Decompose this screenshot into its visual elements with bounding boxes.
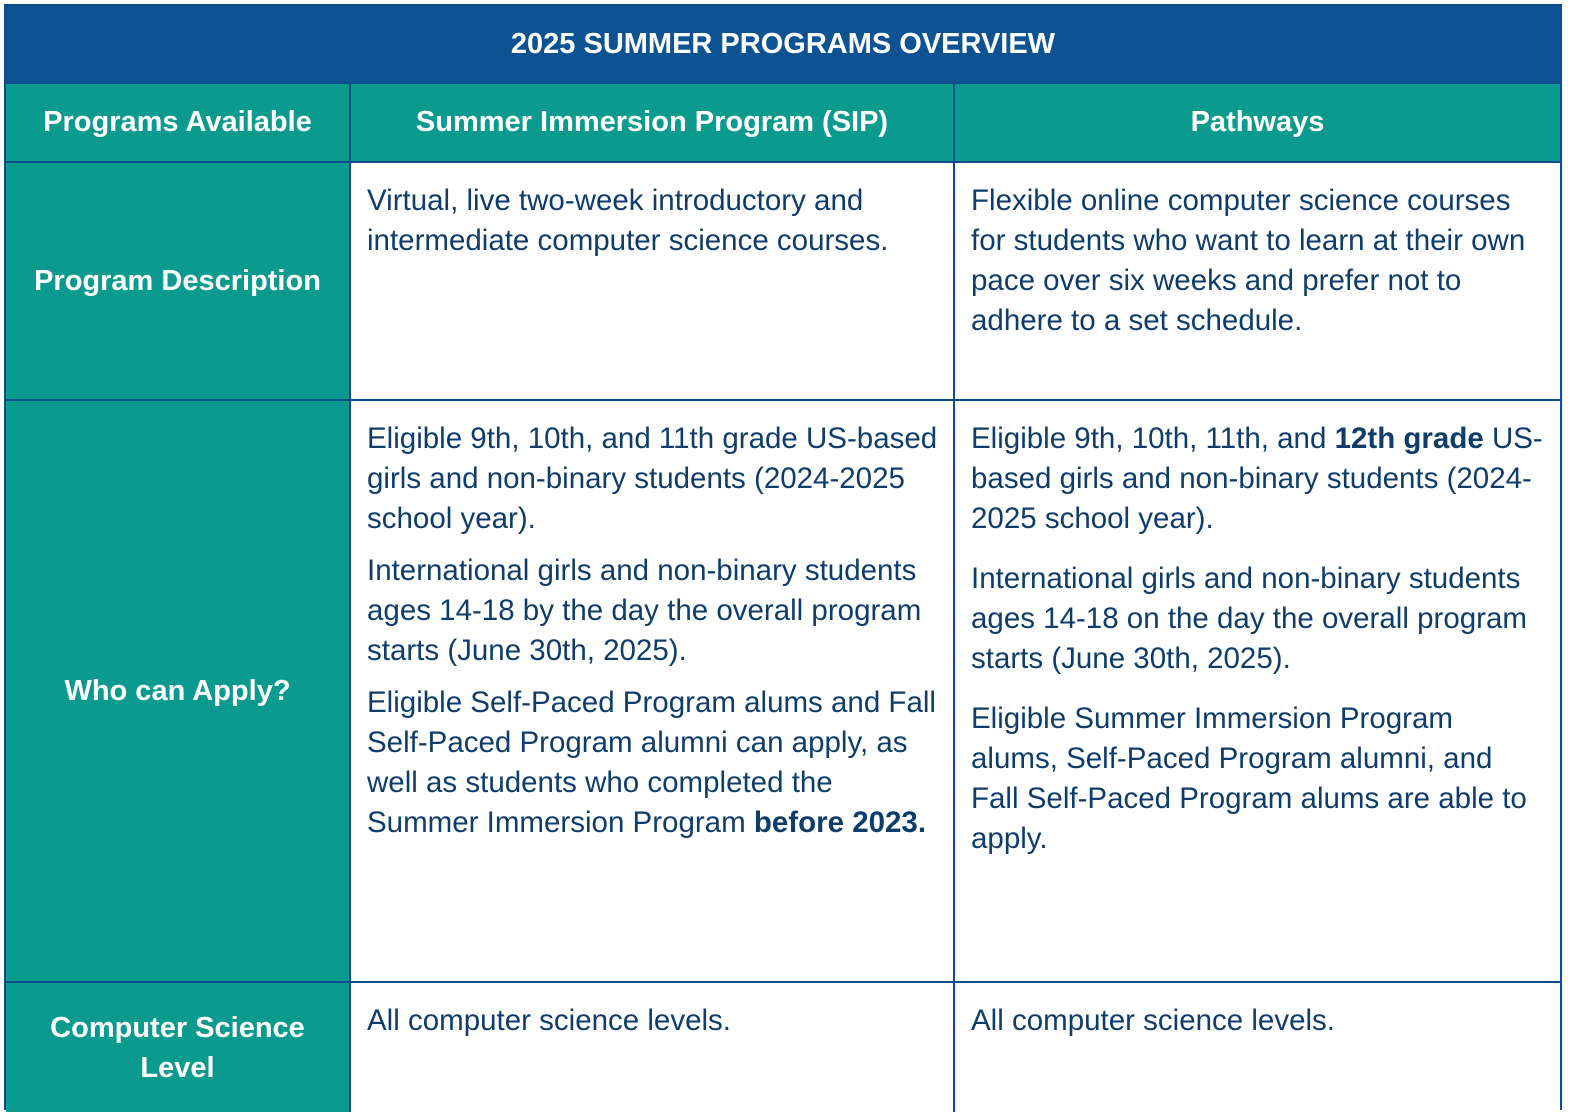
row-label-apply: Who can Apply? [6, 400, 350, 982]
sip-level-cell [350, 982, 954, 1112]
sip-apply-international: International girls and non-binary students ages 14-18 by the day the overall program starts (June 30th, 2025). [367, 554, 922, 667]
pathways-level-cell [954, 982, 1560, 1112]
pathways-apply-international: International girls and non-binary students ages 14-18 on the day the overall program starts (June 30th, 2025). [971, 562, 1527, 675]
pathways-apply-cell [954, 400, 1560, 982]
pathways-description-text: Flexible online computer science courses for students who want to learn at their own pace over six weeks and prefer not to adhere to a set schedule. [971, 184, 1526, 337]
pathways-description-cell [954, 162, 1560, 400]
row-program-description [6, 162, 1560, 400]
row-who-can-apply [6, 400, 1560, 982]
row-cs-level [6, 982, 1560, 1112]
header-row [6, 84, 1560, 162]
sip-level-text: All computer science levels. [367, 1004, 731, 1037]
header-pathways: Pathways [954, 84, 1560, 162]
pathways-apply-us [971, 419, 1546, 539]
sip-description-text: Virtual, live two-week introductory and intermediate computer science courses. [367, 184, 889, 257]
header-sip: Summer Immersion Program (SIP) [350, 84, 954, 162]
pathways-apply-us-post: US-based girls and non-binary students (2024-2025 school year). [971, 422, 1543, 535]
pathways-apply-us-bold: 12th grade [1334, 422, 1484, 455]
sip-apply-alums [367, 683, 939, 843]
header-programs-available: Programs Available [6, 84, 350, 162]
row-label-level: Computer Science Level [6, 982, 350, 1112]
sip-description-cell [350, 162, 954, 400]
pathways-apply-us-pre: Eligible 9th, 10th, 11th, and [971, 422, 1335, 455]
pathways-level-text: All computer science levels. [971, 1004, 1335, 1037]
sip-apply-cell [350, 400, 954, 982]
sip-apply-us: Eligible 9th, 10th, and 11th grade US-based girls and non-binary students (2024-2025 school year). [367, 422, 938, 535]
programs-overview-table [4, 4, 1562, 1110]
row-label-description: Program Description [6, 162, 350, 400]
pathways-apply-alums: Eligible Summer Immersion Program alums, Self-Paced Program alumni, and Fall Self-Paced Program alums are able to apply. [971, 702, 1527, 855]
sip-apply-alums-text: Eligible Self-Paced Program alums and Fall Self-Paced Program alumni can apply, as well as students who completed the Summer Immersion Program [367, 686, 936, 839]
table-title: 2025 SUMMER PROGRAMS OVERVIEW [6, 6, 1560, 84]
programs-table [6, 84, 1560, 1112]
sip-apply-alums-bold: before 2023. [753, 806, 927, 839]
